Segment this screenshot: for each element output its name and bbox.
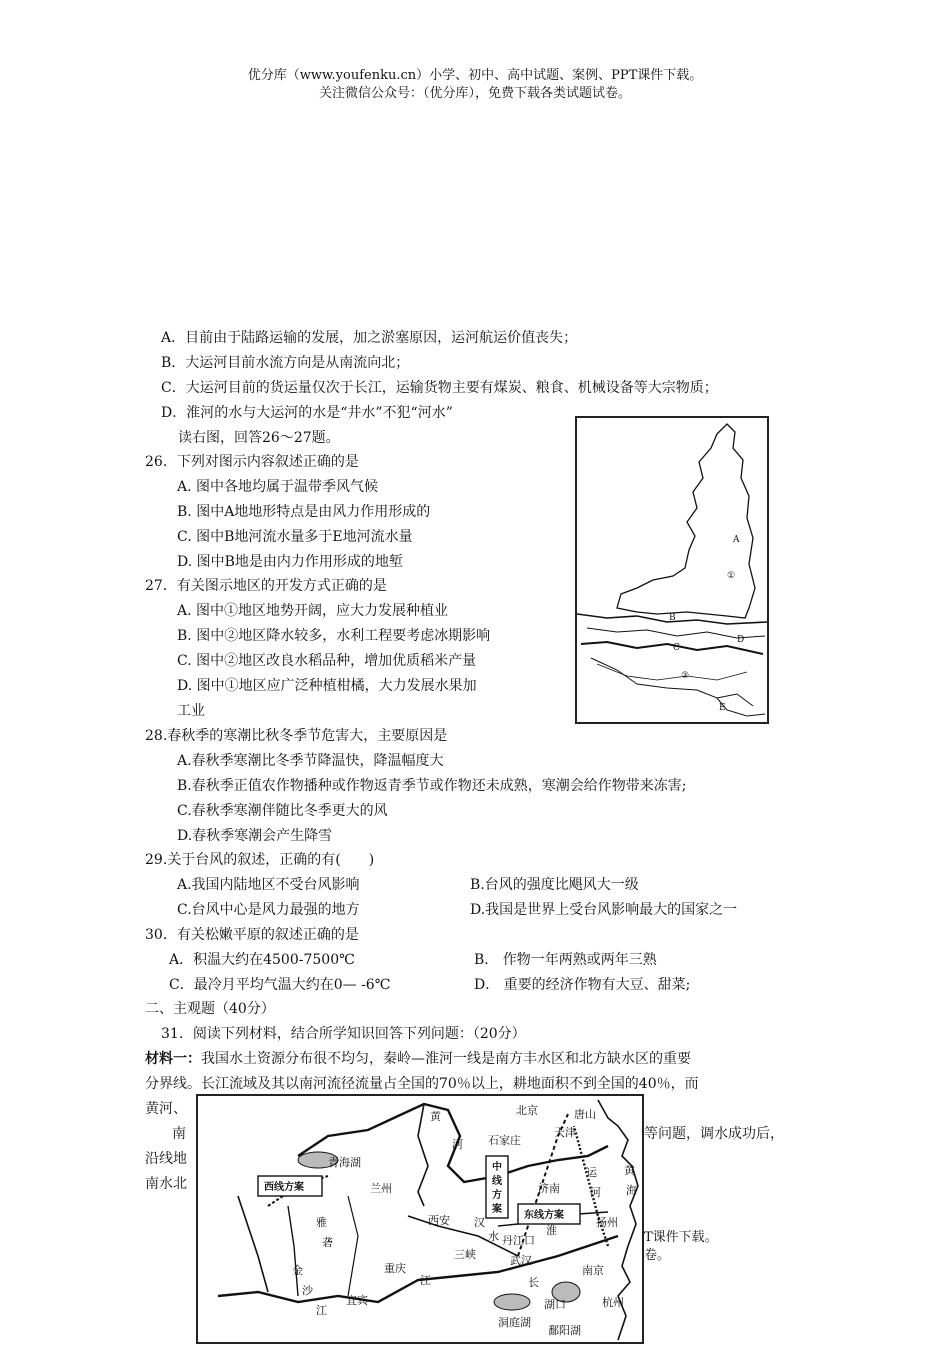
small-region-map bbox=[575, 416, 769, 724]
material-1-text-1: 我国水土资源分布很不均匀，秦岭—淮河一线是南方丰水区和北方缺水区的重要 bbox=[201, 1051, 691, 1067]
label-middle-route-4: 案 bbox=[492, 1204, 502, 1215]
q29-option-c: C.台风中心是风力最强的地方 bbox=[177, 902, 360, 918]
label-beijing: 北京 bbox=[516, 1104, 538, 1117]
q29-option-b: B.台风的强度比飓风大一级 bbox=[470, 877, 639, 893]
q31-material-1-line-2: 分界线。长江流域及其以南河流径流量占全国的70％以上，耕地面积不到全国的40％，而 bbox=[145, 1076, 699, 1092]
river-line-main bbox=[581, 642, 763, 654]
q26-option-a: A. 图中各地均属于温带季风气候 bbox=[177, 479, 379, 495]
label-sanxia: 三峡 bbox=[454, 1248, 476, 1261]
label-huang: 黄 bbox=[430, 1110, 441, 1123]
map-label-region-1: ① bbox=[727, 571, 736, 581]
q25-option-c: C．大运河目前的货运量仅次于长江，运输货物主要有煤炭、粮食、机械设备等大宗物质； bbox=[161, 380, 718, 396]
jinsha-river bbox=[238, 1196, 268, 1292]
label-nanjing: 南京 bbox=[582, 1264, 604, 1277]
label-yunhe-1: 运 bbox=[586, 1166, 597, 1179]
label-poyang: 鄱阳湖 bbox=[548, 1324, 581, 1337]
label-huanghai-2: 海 bbox=[626, 1184, 637, 1197]
label-middle-route-2: 线 bbox=[492, 1176, 502, 1187]
min-river bbox=[348, 1196, 358, 1296]
q29-stem: 29.关于台风的叙述，正确的有( ) bbox=[145, 852, 375, 868]
q26-stem: 26．下列对图示内容叙述正确的是 bbox=[145, 454, 359, 470]
q31-material-1-line-1 bbox=[145, 1049, 691, 1069]
q30-option-d: D． 重要的经济作物有大豆、甜菜; bbox=[474, 977, 691, 993]
q31-fragment-left-4: 南水北 bbox=[145, 1176, 187, 1192]
label-chang: 长 bbox=[528, 1276, 539, 1289]
q31-fragment-right-2: 等问题，调水成功后， bbox=[644, 1126, 784, 1142]
q26-option-b: B. 图中A地地形特点是由风力作用形成的 bbox=[177, 504, 431, 520]
header-line-1: 优分库（www.youfenku.cn）小学、初中、高中试题、案例、PPT课件下载。 bbox=[247, 68, 703, 83]
label-hukou: 湖口 bbox=[544, 1298, 566, 1311]
q25-option-a: A．目前由于陆路运输的发展，加之淤塞原因，运河航运价值丧失； bbox=[161, 330, 578, 346]
q28-stem: 28.春秋季的寒潮比秋冬季节危害大，主要原因是 bbox=[145, 728, 448, 744]
label-hangzhou: 杭州 bbox=[602, 1296, 624, 1309]
q25-option-b: B．大运河目前水流方向是从南流向北； bbox=[161, 355, 410, 371]
label-long: 砻 bbox=[322, 1236, 333, 1249]
label-jinan: 济南 bbox=[538, 1182, 560, 1195]
q31-fragment-left-2: 南 bbox=[172, 1126, 186, 1142]
q30-option-b: B． 作物一年两熟或两年三熟 bbox=[474, 952, 657, 968]
map-label-C: C bbox=[673, 643, 680, 653]
q31-fragment-left-1: 黄河、 bbox=[145, 1101, 187, 1117]
small-map-drawing bbox=[577, 418, 767, 722]
label-yibin: 宜宾 bbox=[346, 1294, 368, 1307]
label-shui: 水 bbox=[488, 1230, 499, 1243]
q28-option-a: A.春秋季寒潮比冬季节降温快，降温幅度大 bbox=[177, 753, 444, 769]
label-middle-route-3: 方 bbox=[492, 1190, 502, 1201]
label-tianjin: 天津 bbox=[554, 1126, 576, 1139]
label-he: 河 bbox=[452, 1138, 463, 1151]
label-jiang-2: 江 bbox=[316, 1304, 327, 1317]
map-label-E: E bbox=[719, 703, 726, 713]
label-chongqing: 重庆 bbox=[384, 1262, 406, 1275]
water-diversion-map-drawing bbox=[198, 1096, 642, 1342]
yalong-river bbox=[288, 1206, 298, 1296]
map-label-B: B bbox=[669, 613, 676, 623]
label-shijiazhuang: 石家庄 bbox=[488, 1134, 521, 1147]
header-line-2: 关注微信公众号：（优分库），免费下载各类试题试卷。 bbox=[318, 86, 631, 101]
label-huai: 淮 bbox=[546, 1224, 557, 1237]
q28-option-c: C.春秋季寒潮伴随比冬季更大的风 bbox=[177, 803, 388, 819]
q25-option-d: D．淮河的水与大运河的水是“井水”不犯“河水” bbox=[161, 405, 453, 421]
label-han: 汉 bbox=[474, 1216, 485, 1229]
label-yunhe-2: 河 bbox=[590, 1186, 601, 1199]
label-qinghai-lake: 青海湖 bbox=[328, 1156, 361, 1169]
q26-option-d: D. 图中B地是由内力作用形成的地堑 bbox=[177, 554, 403, 570]
label-huanghai-1: 黄 bbox=[624, 1164, 635, 1177]
map-label-A: A bbox=[733, 535, 740, 545]
label-yalong: 雅 bbox=[316, 1216, 327, 1229]
basin-boundary bbox=[591, 658, 753, 706]
q30-option-a: A．积温大约在4500-7500℃ bbox=[169, 952, 355, 968]
label-middle-route-1: 中 bbox=[492, 1162, 502, 1173]
label-lanzhou: 兰州 bbox=[370, 1182, 392, 1195]
map-label-region-2: ② bbox=[681, 671, 690, 681]
label-yangzhou: 扬州 bbox=[596, 1216, 618, 1229]
intro-26-27: 读右图，回答26～27题。 bbox=[178, 430, 340, 446]
label-dongting: 洞庭湖 bbox=[498, 1316, 531, 1329]
q30-option-c: C．最冷月平均气温大约在0— -6℃ bbox=[169, 977, 391, 993]
plateau-outline bbox=[617, 424, 755, 618]
water-diversion-map bbox=[196, 1094, 644, 1344]
q27-option-c: C. 图中②地区改良水稻品种，增加优质稻米产量 bbox=[177, 653, 477, 669]
label-wuhan: 武汉 bbox=[510, 1254, 532, 1267]
footer-fragment-2: 卷。 bbox=[644, 1248, 671, 1263]
label-sha: 沙 bbox=[302, 1284, 313, 1297]
material-1-label: 材料一： bbox=[145, 1051, 201, 1067]
q28-option-d: D.春秋季寒潮会产生降雪 bbox=[177, 828, 333, 844]
q27-option-d: D. 图中①地区应广泛种植柑橘，大力发展水果加 bbox=[177, 678, 477, 694]
label-eastern-route: 东线方案 bbox=[524, 1210, 564, 1221]
q29-option-a: A.我国内陆地区不受台风影响 bbox=[177, 877, 360, 893]
label-tangshan: 唐山 bbox=[574, 1108, 596, 1121]
q27-option-b: B. 图中②地区降水较多，水利工程要考虑冰期影响 bbox=[177, 628, 491, 644]
q26-option-c: C. 图中B地河流水量多于E地河流水量 bbox=[177, 529, 413, 545]
yellow-river-loop bbox=[418, 1104, 428, 1206]
section-2-heading: 二、主观题（40分） bbox=[145, 1001, 275, 1017]
label-western-route: 西线方案 bbox=[264, 1182, 304, 1193]
q27-option-d-continued: 工业 bbox=[177, 703, 205, 719]
footer-fragment-1: T课件下载。 bbox=[644, 1230, 718, 1245]
label-jinsha: 金 bbox=[292, 1264, 303, 1277]
label-danjiangkou: 丹江口 bbox=[502, 1234, 535, 1247]
label-xian: 西安 bbox=[428, 1214, 450, 1227]
dongting-lake bbox=[494, 1294, 530, 1310]
q31-stem: 31．阅读下列材料，结合所学知识回答下列问题：（20分） bbox=[161, 1026, 526, 1042]
q27-stem: 27．有关图示地区的开发方式正确的是 bbox=[145, 578, 387, 594]
q31-fragment-left-3: 沿线地 bbox=[145, 1151, 187, 1167]
map-label-D: D bbox=[737, 635, 745, 645]
q28-option-b: B.春秋季正值农作物播种或作物返青季节或作物还未成熟，寒潮会给作物带来冻害; bbox=[177, 778, 687, 794]
q29-option-d: D.我国是世界上受台风影响最大的国家之一 bbox=[470, 902, 738, 918]
q30-stem: 30．有关松嫩平原的叙述正确的是 bbox=[145, 927, 359, 943]
label-jiang: 江 bbox=[420, 1274, 431, 1287]
q27-option-a: A. 图中①地区地势开阔，应大力发展种植业 bbox=[177, 603, 449, 619]
